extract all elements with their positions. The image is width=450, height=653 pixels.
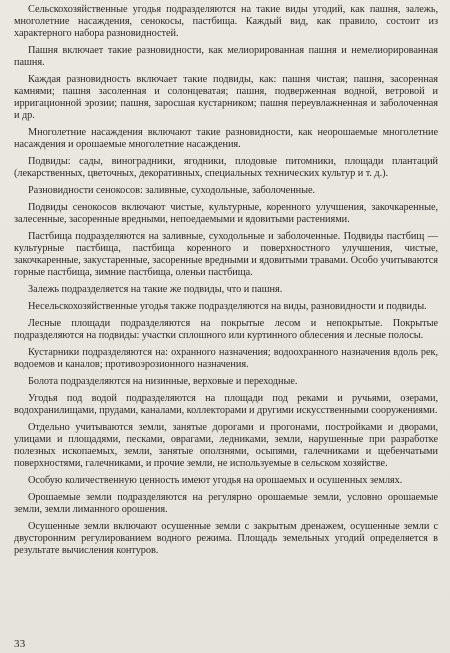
paragraph: Угодья под водой подразделяются на площади под реками и ручьями, озерами, водохранилищами, прудами, каналами, коллекторами и другими искусственными сооружениями. [14, 393, 438, 416]
paragraph: Подвиды сенокосов включают чистые, культурные, коренного улучшения, закочкаренные, залесенные, засоренные вредными, непоедаемыми и ядовитыми растениями. [14, 202, 438, 225]
paragraph: Многолетние насаждения включают такие разновидности, как неорошаемые многолетние насаждения и орошаемые многолетние насаждения. [14, 127, 438, 150]
paragraph: Сельскохозяйственные угодья подразделяются на такие виды угодий, как пашня, залежь, многолетние насаждения, сенокосы, пастбища. Каждый вид, как правило, состоит из характерного набора разновидностей. [14, 4, 438, 39]
paragraph: Особую количественную ценность имеют угодья на орошаемых и осушенных землях. [28, 475, 403, 486]
paragraph: Разновидности сенокосов: заливные, суходольные, заболоченные. [28, 185, 316, 196]
paragraph: Подвиды: сады, виноградники, ягодники, плодовые питомники, площади плантаций (лекарственных, цветочных, декоративных, специальных технических культур и т. д.). [14, 156, 438, 179]
page-number: 33 [14, 638, 26, 650]
paragraph: Несельскохозяйственные угодья также подразделяются на виды, разновидности и подвиды. [28, 301, 427, 312]
paragraph: Пастбища подразделяются на заливные, суходольные и заболоченные. Подвиды пастбищ — культурные пастбища, пастбища коренного и поверхностного улучшения, чистые, закочкаренные, закустаренные, засоренные вредными и ядовитыми травами. Особо учитываются горные пастбища, зимние пастбища, оленьи пастбища. [14, 231, 438, 278]
paragraph: Лесные площади подразделяются на покрытые лесом и непокрытые. Покрытые подразделяются на подвиды: участки сплошного или куртинного облесения и лесные полосы. [14, 318, 438, 341]
paragraph: Залежь подразделяется на такие же подвиды, что и пашня. [28, 284, 283, 295]
paragraph: Каждая разновидность включает такие подвиды, как: пашня чистая; пашня, засоренная камнями; пашня засоленная и солонцеватая; пашня, подверженная водной, ветровой и ирригационной эрозии; пашня, заросшая кустарником; пашня переувлажненная и заболоченная и др. [14, 74, 438, 121]
paragraph: Отдельно учитываются земли, занятые дорогами и прогонами, постройками и дворами, улицами и площадями, песками, оврагами, ледниками, земли, нарушенные при разработке полезных ископаемых, земли, занятые оползнями, осыпями, галечниками и щебенчатыми поверхностями, галечниками, и прочие земли, не используемые в сельском хозяйстве. [14, 422, 438, 469]
paragraph: Пашня включает такие разновидности, как мелиорированная пашня и немелиорированная пашня. [14, 45, 438, 68]
paragraph: Болота подразделяются на низинные, верховые и переходные. [28, 376, 298, 387]
paragraph: Кустарники подразделяются на: охранного назначения; водоохранного назначения вдоль рек, водоемов и каналов; противоэрозионного назначения. [14, 347, 438, 370]
paragraph: Орошаемые земли подразделяются на регулярно орошаемые земли, условно орошаемые земли, земли лиманного орошения. [14, 492, 438, 515]
paragraph: Осушенные земли включают осушенные земли с закрытым дренажем, осушенные земли с двусторонним регулированием водного режима. Площадь земельных угодий определяется в результате вычисления контуров. [14, 521, 438, 556]
